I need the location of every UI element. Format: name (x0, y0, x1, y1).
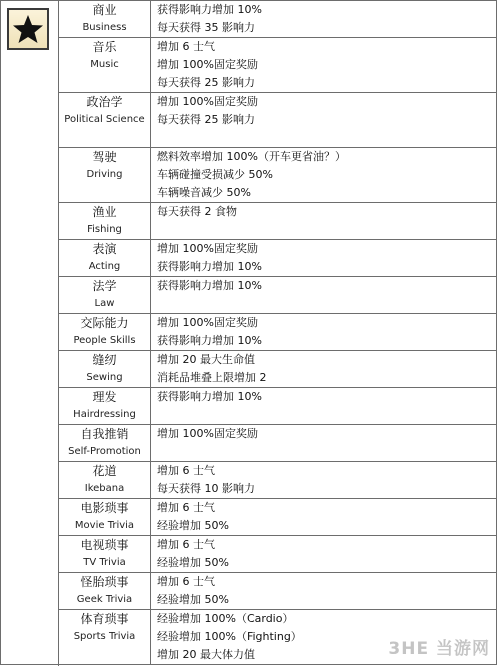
skill-row (59, 277, 497, 314)
skill-name-cell (59, 277, 151, 314)
skill-effect: 增加 100%固定奖励 (157, 242, 258, 255)
skill-effect: 增加 100%固定奖励 (157, 95, 258, 108)
skill-effect: 消耗品堆叠上限增加 2 (157, 371, 267, 384)
skill-name-cell (59, 351, 151, 388)
skill-effect: 获得影响力增加 10% (157, 260, 262, 273)
skill-name-cell (59, 573, 151, 610)
skill-effect: 增加 6 士气 (157, 538, 215, 551)
skill-effect: 每天获得 25 影响力 (157, 113, 255, 126)
skill-name-zh: 音乐 (92, 40, 117, 54)
skill-name-en: Business (82, 22, 127, 33)
skill-name-cell (59, 240, 151, 277)
skill-name-zh: 法学 (92, 279, 117, 293)
skill-effect: 增加 6 士气 (157, 501, 215, 514)
skill-row (59, 1, 497, 38)
skill-name-en: People Skills (73, 335, 136, 346)
skill-effects-cell (151, 425, 497, 462)
skill-row (59, 499, 497, 536)
skill-name-cell (59, 499, 151, 536)
skill-effect: 增加 100%固定奖励 (157, 427, 258, 440)
skill-effect: 经验增加 100%（Fighting） (157, 630, 302, 643)
skill-effects-cell (151, 93, 497, 148)
skill-name-en: Political Science (64, 114, 145, 125)
skill-effect: 经验增加 100%（Cardio） (157, 612, 294, 625)
skill-name-zh: 政治学 (86, 95, 123, 109)
skill-effect: 增加 6 士气 (157, 40, 215, 53)
skill-effects-cell (151, 277, 497, 314)
skill-effects-cell (151, 536, 497, 573)
skill-name-cell (59, 610, 151, 665)
skill-name-cell (59, 388, 151, 425)
skill-name-en: Sewing (86, 372, 123, 383)
skill-name-zh: 表演 (92, 242, 117, 256)
skill-name-cell (59, 203, 151, 240)
skill-name-en: Ikebana (84, 483, 125, 494)
skill-name-en: Movie Trivia (74, 520, 135, 531)
skill-row (59, 148, 497, 203)
skill-effects-cell (151, 499, 497, 536)
skill-effect: 增加 20 最大生命值 (157, 353, 255, 366)
skill-name-zh: 交际能力 (80, 316, 129, 330)
skill-name-en: Hairdressing (73, 409, 136, 420)
skill-effects-cell (151, 314, 497, 351)
skill-effect: 增加 20 最大体力值 (157, 648, 255, 661)
skill-row (59, 425, 497, 462)
skill-effects-cell (151, 1, 497, 38)
skill-effects-cell (151, 203, 497, 240)
skill-row (59, 573, 497, 610)
skill-row (59, 314, 497, 351)
skill-effect: 获得影响力增加 10% (157, 390, 262, 403)
skill-name-zh: 渔业 (92, 205, 117, 219)
skill-effects-cell (151, 573, 497, 610)
skill-name-cell (59, 536, 151, 573)
skill-name-en: Geek Trivia (76, 594, 133, 605)
skill-effect: 获得影响力增加 10% (157, 334, 262, 347)
skill-effects-cell (151, 462, 497, 499)
skill-effect: 增加 100%固定奖励 (157, 316, 258, 329)
star-badge (7, 8, 49, 50)
skill-row (59, 38, 497, 93)
skill-name-en: TV Trivia (83, 557, 126, 568)
skill-effect: 增加 100%固定奖励 (157, 58, 258, 71)
skill-effect: 车辆碰撞受损减少 50% (157, 168, 273, 181)
skill-effect: 经验增加 50% (157, 556, 229, 569)
star-icon (12, 13, 44, 45)
skill-name-zh: 商业 (92, 3, 117, 17)
skill-effects-cell (151, 148, 497, 203)
skill-name-zh: 理发 (92, 390, 117, 404)
skill-row (59, 240, 497, 277)
skill-name-zh: 体育琐事 (80, 612, 129, 626)
skill-row (59, 351, 497, 388)
skill-effect: 每天获得 25 影响力 (157, 76, 255, 89)
skill-name-zh: 花道 (92, 464, 117, 478)
skill-name-en: Law (94, 298, 115, 309)
skill-effect: 获得影响力增加 10% (157, 3, 262, 16)
skill-row (59, 388, 497, 425)
skill-effects-cell (151, 351, 497, 388)
skill-effect: 燃料效率增加 100%（开车更省油？） (157, 150, 346, 163)
skills-table (58, 0, 497, 665)
skill-row (59, 203, 497, 240)
skill-row (59, 93, 497, 148)
skill-name-zh: 自我推销 (80, 427, 129, 441)
skill-name-cell (59, 1, 151, 38)
skill-name-en: Self-Promotion (68, 446, 141, 457)
skill-name-cell (59, 93, 151, 148)
skill-effect: 获得影响力增加 10% (157, 279, 262, 292)
skill-name-zh: 驾驶 (92, 150, 117, 164)
skill-effect: 经验增加 50% (157, 519, 229, 532)
skill-effect: 增加 6 士气 (157, 464, 215, 477)
skill-name-en: Fishing (87, 224, 122, 235)
skill-effect: 每天获得 35 影响力 (157, 21, 255, 34)
skill-row (59, 462, 497, 499)
skill-name-cell (59, 462, 151, 499)
skill-name-zh: 缝纫 (92, 353, 117, 367)
skill-effect: 每天获得 2 食物 (157, 205, 237, 218)
skill-name-cell (59, 314, 151, 351)
skill-name-en: Driving (86, 169, 123, 180)
skill-name-cell (59, 38, 151, 93)
skill-effects-cell (151, 38, 497, 93)
skill-row (59, 536, 497, 573)
skill-effects-cell (151, 240, 497, 277)
skill-name-zh: 电视琐事 (80, 538, 129, 552)
watermark: 3HE 当游网 (388, 639, 490, 659)
skill-effects-cell (151, 388, 497, 425)
icon-column (1, 1, 59, 666)
skill-effect: 每天获得 10 影响力 (157, 482, 255, 495)
skill-name-zh: 电影琐事 (80, 501, 129, 515)
skill-effect: 车辆噪音减少 50% (157, 186, 251, 199)
skill-name-cell (59, 425, 151, 462)
skill-name-en: Music (90, 59, 119, 70)
skill-name-cell (59, 148, 151, 203)
skill-effect: 增加 6 士气 (157, 575, 215, 588)
skill-name-zh: 怪胎琐事 (80, 575, 129, 589)
skill-effect: 经验增加 50% (157, 593, 229, 606)
skill-name-en: Acting (88, 261, 121, 272)
skill-name-en: Sports Trivia (73, 631, 136, 642)
